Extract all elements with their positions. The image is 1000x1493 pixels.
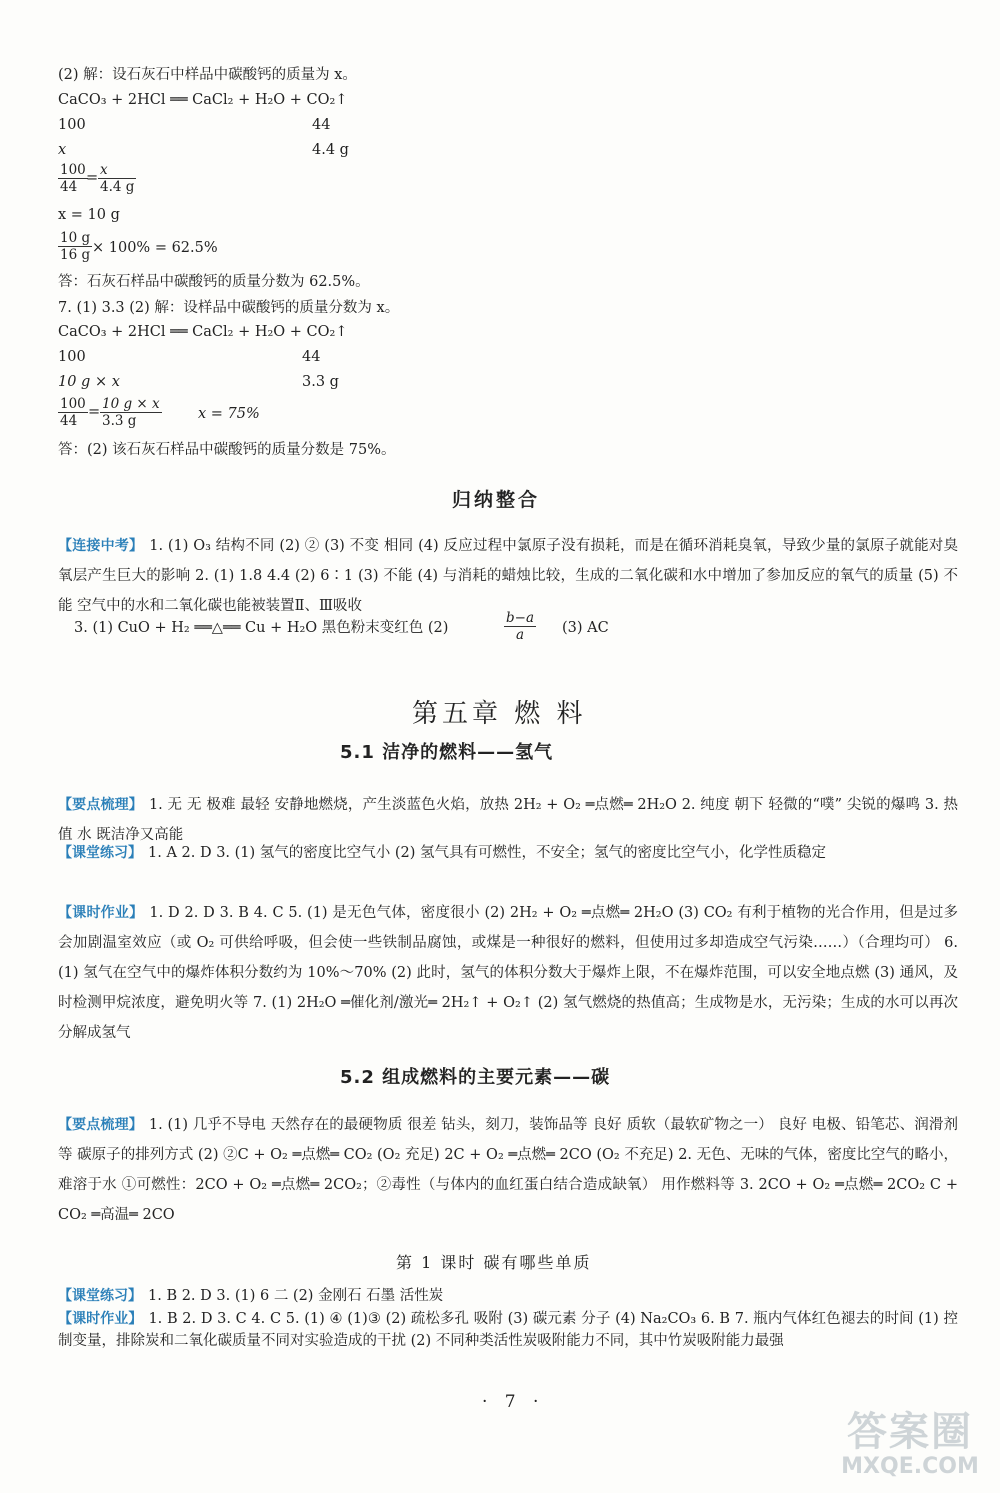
lesson-title: 第 1 课时 碳有哪些单质 (396, 1253, 592, 1272)
s52-classwork-text: 1. B 2. D 3. (1) 6 二 (2) 金刚石 石墨 活性炭 (148, 1288, 444, 1304)
calc1-ratio-right-num: x (98, 162, 136, 179)
s51-classwork-text: 1. A 2. D 3. (1) 氢气的密度比空气小 (2) 氢气具有可燃性，不安全；氢气的密度比空气小，化学性质稳定 (148, 845, 827, 861)
summary-frac-den: a (515, 627, 525, 643)
s51-homework-tag: 【课时作业】 (58, 905, 144, 921)
summary-q3: 3. (1) CuO + H₂ ══△══ Cu + H₂O 黑色粉末变红色 (2) (74, 620, 449, 636)
calc2-ratio-left-den: 44 (60, 413, 78, 429)
calc1-percent-num: 10 g (60, 230, 91, 246)
summary-heading: 归纳整合 (452, 489, 541, 511)
calc1-unknown-left: x (58, 142, 67, 158)
section-5-2-title: 5.2 组成燃料的主要元素——碳 (340, 1067, 611, 1088)
calc2-unknown-right: 3.3 g (302, 374, 339, 390)
calc1-answer: 答：石灰石样品中碳酸钙的质量分数为 62.5%。 (58, 274, 370, 290)
s52-points (58, 1110, 958, 1230)
summary-frac-num: b−a (506, 610, 535, 626)
s52-homework (58, 1308, 958, 1352)
calc1-ratio-right-den: 4.4 g (100, 179, 135, 195)
calc2-intro: 7. (1) 3.3 (2) 解：设样品中碳酸钙的质量分数为 x。 (58, 300, 400, 316)
summary-tag: 【连接中考】 (58, 538, 144, 554)
watermark-logo (835, 1400, 985, 1484)
calc1-unknown-right: 4.4 g (312, 142, 349, 158)
calc2-ratio-left (58, 396, 88, 429)
summary-fraction (504, 610, 536, 643)
calc1-mass-left: 100 (58, 117, 86, 133)
calc1-equation: CaCO₃ + 2HCl ══ CaCl₂ + H₂O + CO₂↑ (58, 92, 348, 108)
calc2-ratio-right-den: 3.3 g (102, 413, 137, 429)
calc1-ratio-left (58, 162, 88, 195)
calc1-percent-den: 16 g (60, 247, 91, 263)
calc1-percent-tail: × 100% = 62.5% (92, 240, 218, 256)
s52-classwork (58, 1285, 958, 1307)
calc2-ratio-right-num: 10 g × x (102, 396, 160, 412)
calc1-equals: = (86, 170, 99, 186)
s52-points-tag: 【要点梳理】 (58, 1117, 143, 1133)
s52-points-text: 1. (1) 几乎不导电 天然存在的最硬物质 很差 钻头，刻刀，装饰品等 良好 质软（最软矿物之一） 良好 电极、铅笔芯、润滑剂等 碳原子的排列方式 (2) ②C + O₂ ═点燃═ CO₂ (O₂ 充足) 2C + O₂ ═点燃═ 2CO (O₂ 不充足) 2. 无色、无味的气体，密度比空气的略小，难溶于水 ①可燃性：2CO + O₂ ═点燃═ 2CO₂；②毒性（与体内的血红蛋白结合造成缺氧） 用作燃料等 3. 2CO + O₂ ═点燃═ 2CO₂ C + CO₂ ═高温═ 2CO (58, 1117, 958, 1223)
s52-homework-text: 1. B 2. D 3. C 4. C 5. (1) ④ (1)③ (2) 疏松多孔 吸附 (3) 碳元素 分子 (4) Na₂CO₃ 6. B 7. 瓶内气体红色褪去的时间 (1) 控制变量，排除炭和二氧化碳质量不同对实验造成的干扰 (2) 不同种类活性炭吸附能力不同，其中竹炭吸附能力最强 (58, 1311, 959, 1349)
s51-points-text: 1. 无 无 极难 最轻 安静地燃烧，产生淡蓝色火焰，放热 2H₂ + O₂ ═点燃═ 2H₂O 2. 纯度 朝下 轻微的“噗” 尖锐的爆鸣 3. 热值 水 既洁净又高能 (58, 797, 959, 843)
calc2-equals: = (88, 404, 101, 420)
calc2-ratio-left-num: 100 (60, 396, 86, 412)
summary-paragraph (58, 531, 958, 621)
s51-points-tag: 【要点梳理】 (58, 797, 143, 813)
calc1-result: x = 10 g (58, 207, 120, 223)
watermark-cn: 答案圈 (847, 1409, 973, 1455)
watermark-url: MXQE.COM (841, 1454, 979, 1479)
calc2-result: x = 75% (198, 406, 260, 422)
summary-text: 1. (1) O₃ 结构不同 (2) ② (3) 不变 相同 (4) 反应过程中氯原子没有损耗，而是在循环消耗臭氧，导致少量的氯原子就能对臭氧层产生巨大的影响 2. (1) 1.8 4.4 (2) 6∶1 (3) 不能 (4) 与消耗的蜡烛比较，生成的二氧化碳和水中增加了参加反应的氧气的质量 (5) 不能 空气中的水和二氧化碳也能被装置Ⅱ、Ⅲ吸收 (58, 538, 959, 614)
calc1-ratio-left-den: 44 (60, 179, 78, 195)
calc2-ratio-right (100, 396, 162, 429)
s52-homework-tag: 【课时作业】 (58, 1311, 143, 1327)
calc1-percent-frac (58, 230, 92, 263)
calc1-ratio-left-num: 100 (60, 162, 86, 178)
s51-classwork (58, 838, 958, 868)
s51-homework (58, 898, 958, 1048)
calc1-ratio-right (98, 162, 136, 195)
calc2-mass-left: 100 (58, 349, 86, 365)
calc2-answer: 答：(2) 该石灰石样品中碳酸钙的质量分数是 75%。 (58, 442, 396, 458)
calc2-unknown-left: 10 g × x (58, 374, 120, 390)
s52-classwork-tag: 【课堂练习】 (58, 1288, 142, 1304)
s51-homework-text: 1. D 2. D 3. B 4. C 5. (1) 是无色气体，密度很小 (2) 2H₂ + O₂ ═点燃═ 2H₂O (3) CO₂ 有利于植物的光合作用，但是过多会加剧温室效应（或 O₂ 可供给呼吸，但会使一些铁制品腐蚀，或煤是一种很好的燃料，但使用过多却造成空气污染……）（合理均可） 6. (1) 氢气在空气中的爆炸体积分数约为 10%～70% (2) 此时，氢气的体积分数大于爆炸上限，不在爆炸范围，可以安全地点燃 (3) 通风，及时检测甲烷浓度，避免明火等 7. (1) 2H₂O ═催化剂/激光═ 2H₂↑ + O₂↑ (2) 氢气燃烧的热值高；生成物是水，无污染；生成的水可以再次分解成氢气 (58, 905, 958, 1041)
calc2-equation: CaCO₃ + 2HCl ══ CaCl₂ + H₂O + CO₂↑ (58, 324, 348, 340)
calc2-mass-right: 44 (302, 349, 321, 365)
chapter-title: 第五章 燃 料 (412, 699, 587, 729)
page-number: · 7 · (482, 1392, 545, 1412)
summary-q3-tail: (3) AC (562, 620, 609, 636)
calc1-intro: (2) 解：设石灰石中样品中碳酸钙的质量为 x。 (58, 67, 357, 83)
s51-classwork-tag: 【课堂练习】 (58, 845, 142, 861)
section-5-1-title: 5.1 洁净的燃料——氢气 (340, 742, 554, 763)
calc1-mass-right: 44 (312, 117, 331, 133)
